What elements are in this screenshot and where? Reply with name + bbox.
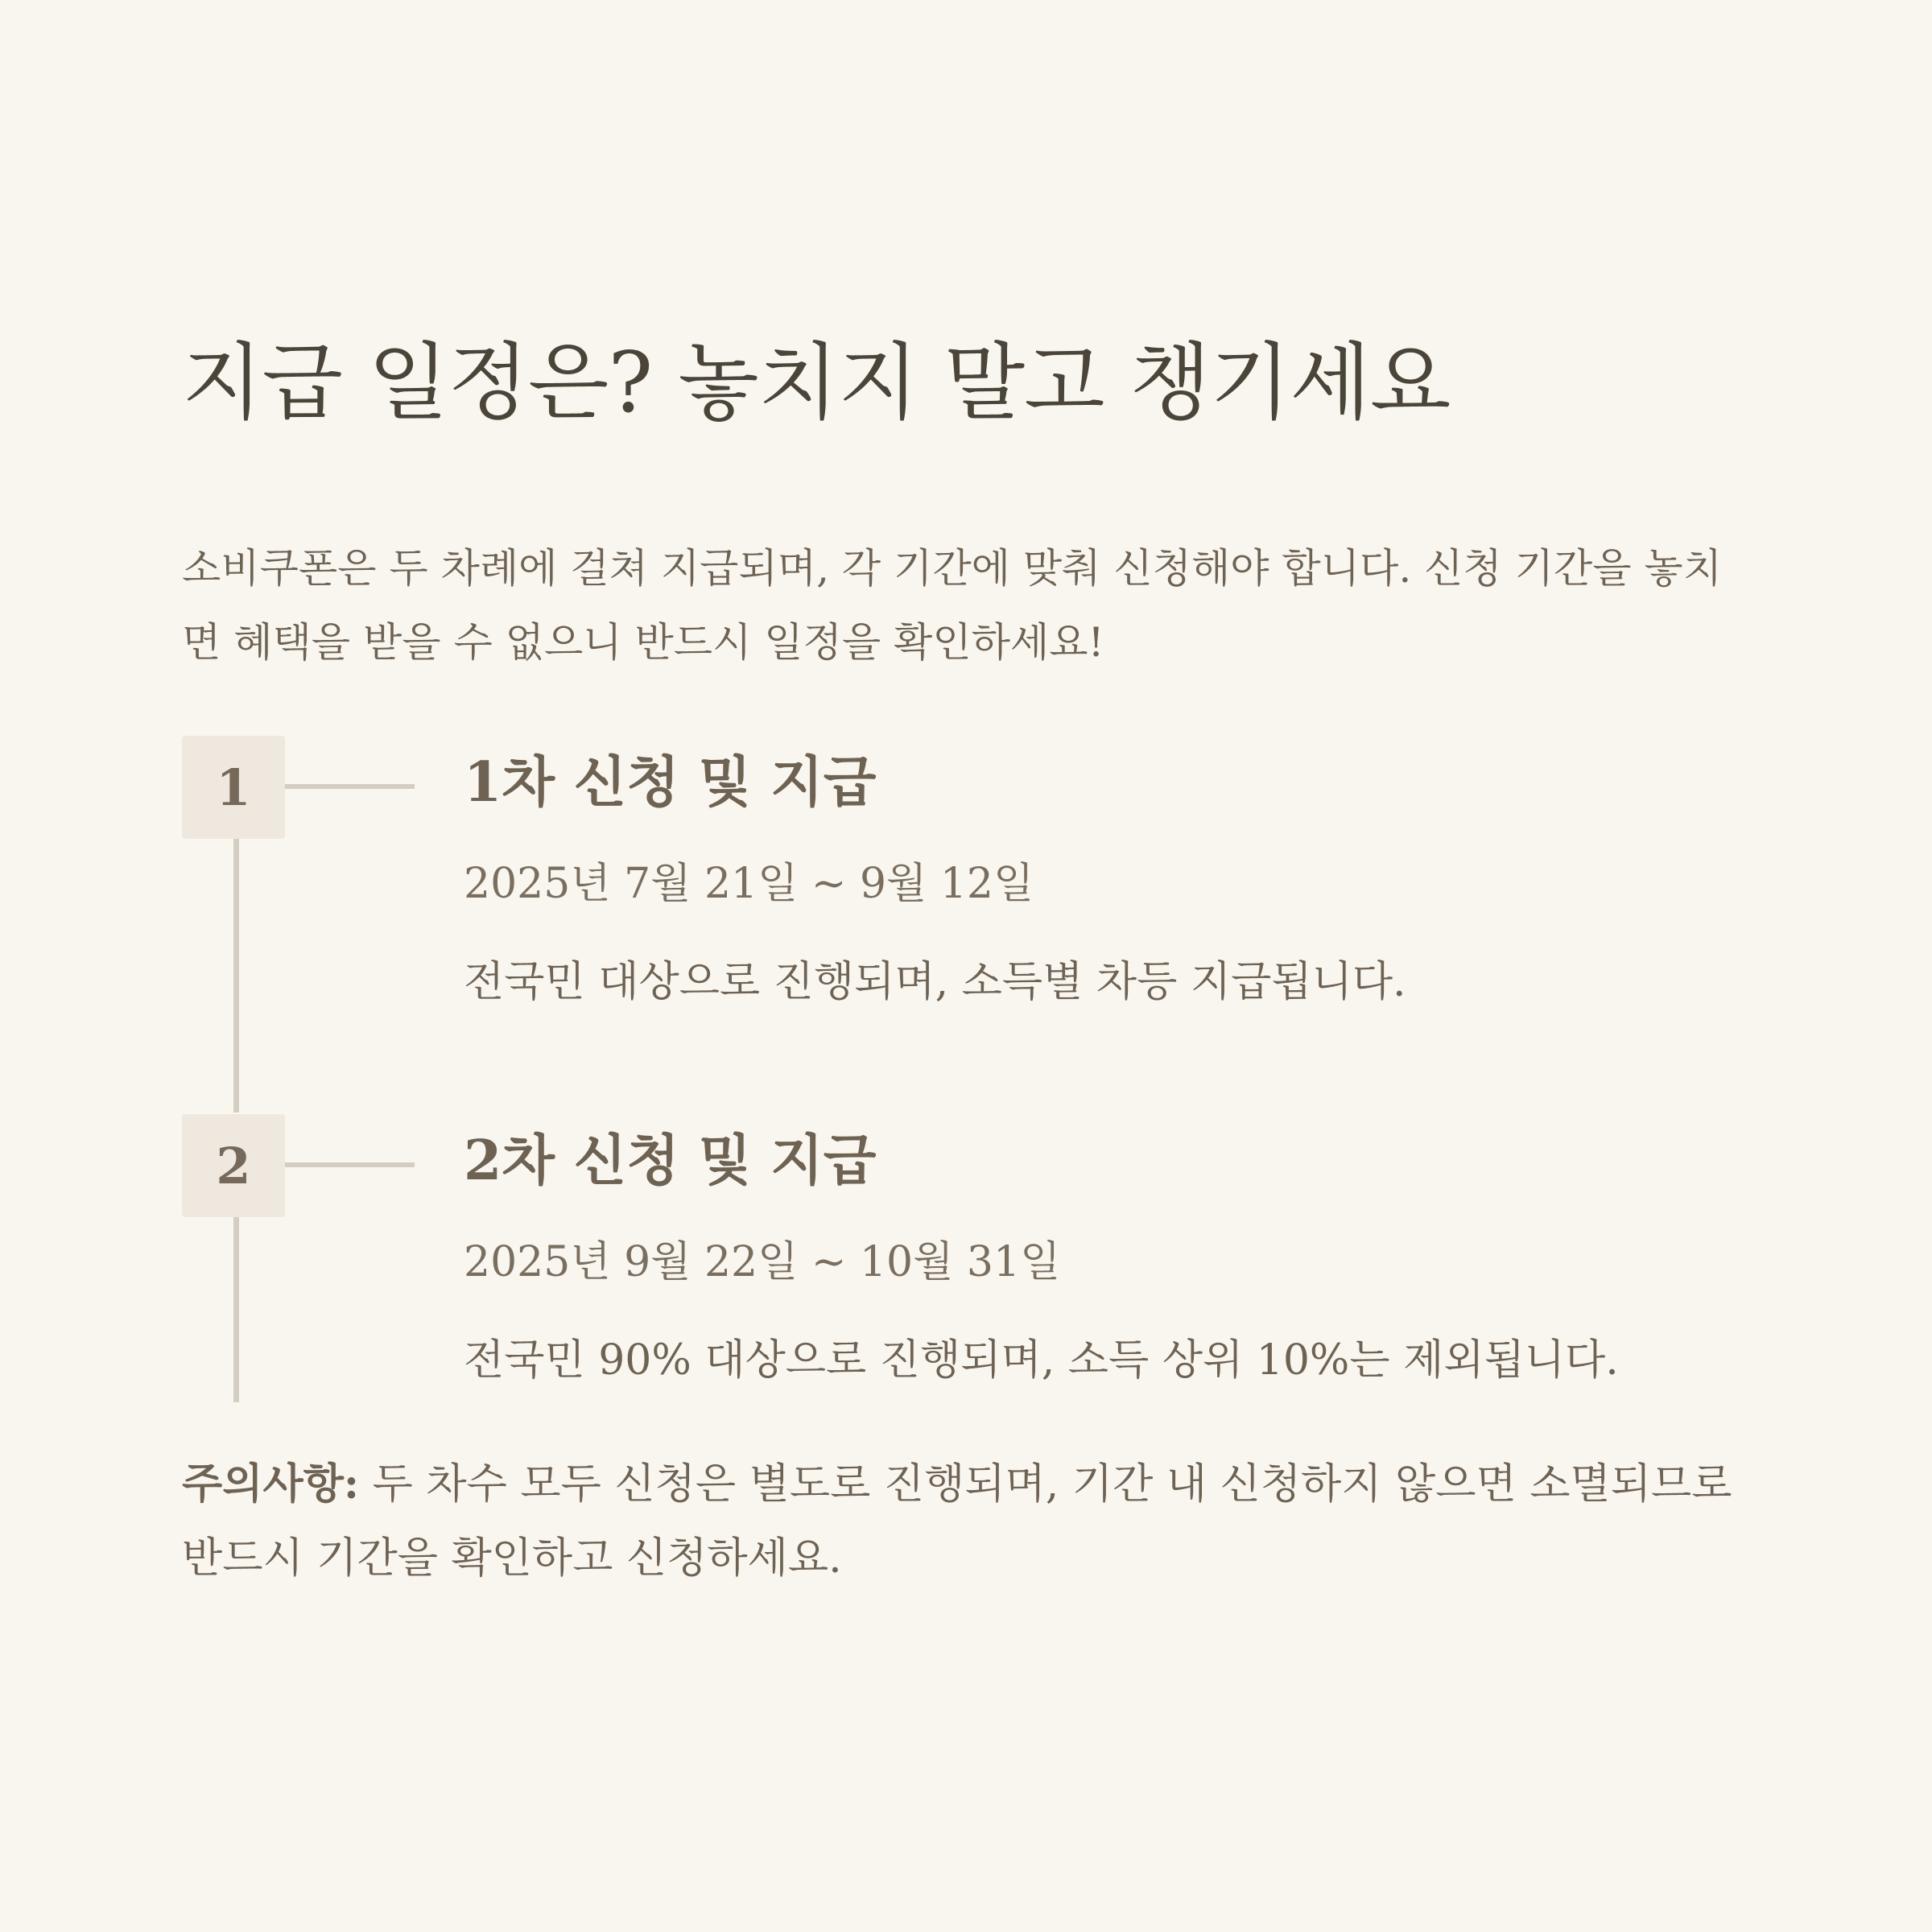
step-title: 1차 신청 및 지급 <box>464 750 877 815</box>
notice-text: 두 차수 모두 신청은 별도로 진행되며, 기간 내 신청하지 않으면 소멸되므로 반드시 기간을 확인하고 신청하세요. <box>182 1460 1732 1583</box>
page-title: 지급 일정은? 놓치지 말고 챙기세요 <box>182 333 1451 431</box>
step-connector <box>285 784 415 789</box>
step-number-badge: 2 <box>182 1114 285 1217</box>
notice-paragraph <box>182 1447 1760 1596</box>
timeline-line <box>233 839 239 1113</box>
step-description: 전국민 90% 대상으로 진행되며, 소득 상위 10%는 제외됩니다. <box>464 1336 1619 1385</box>
notice-label: 주의사항: <box>182 1459 360 1509</box>
step-description: 전국민 대상으로 진행되며, 소득별 차등 지급됩니다. <box>464 958 1406 1006</box>
step-connector <box>285 1162 415 1167</box>
timeline-line <box>233 1217 239 1402</box>
step-date: 2025년 7월 21일 ~ 9월 12일 <box>464 860 1034 908</box>
step-date: 2025년 9월 22일 ~ 10월 31일 <box>464 1238 1061 1286</box>
intro-paragraph: 소비쿠폰은 두 차례에 걸쳐 지급되며, 각 기간에 맞춰 신청해야 합니다. 신청 기간을 놓치면 혜택을 받을 수 없으니 반드시 일정을 확인하세요! <box>182 545 1723 666</box>
step-title: 2차 신청 및 지급 <box>464 1129 877 1193</box>
step-number-badge: 1 <box>182 736 285 839</box>
